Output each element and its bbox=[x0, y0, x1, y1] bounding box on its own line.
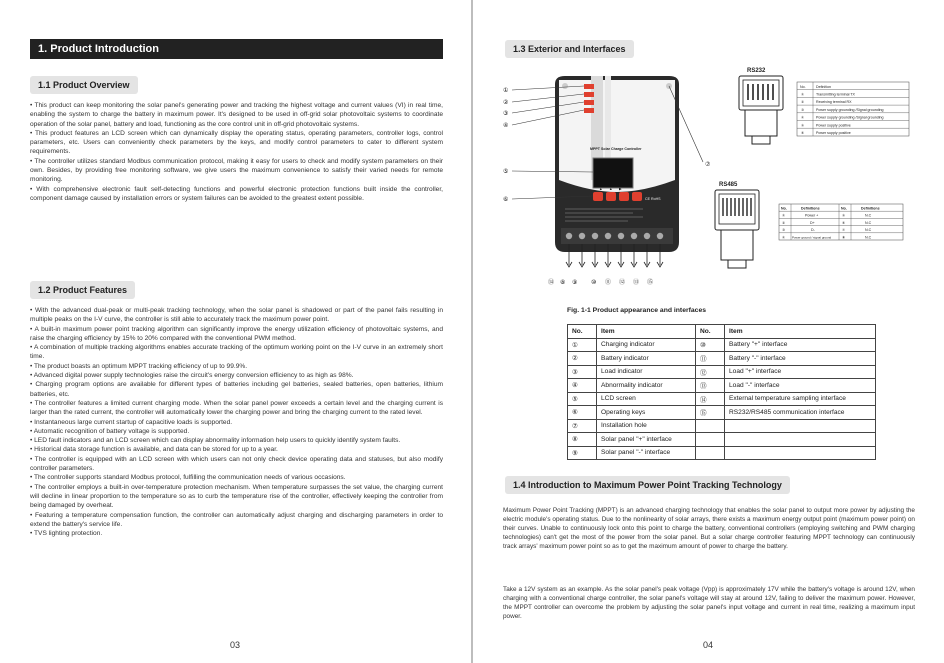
rs485-table-cell: D- bbox=[811, 228, 815, 233]
table-cell: ⑤ bbox=[568, 392, 597, 406]
features-paragraph: • With the advanced dual-peak or multi-peak tracking technology, when the solar panel is shadowed or part of the panel fails resulting in multiple peaks on the I-V curve, the controller is still able to accurately track the maximum power point. bbox=[30, 307, 443, 324]
terminal-screw bbox=[657, 233, 663, 239]
installation-hole bbox=[562, 83, 568, 89]
rs485-table-cell: ⑤ bbox=[842, 213, 846, 218]
table-row bbox=[568, 352, 876, 366]
abnormality-indicator bbox=[584, 108, 594, 113]
key-arrow: ▲ bbox=[599, 187, 603, 191]
rs485-table-cell: ③ bbox=[782, 228, 786, 233]
device-title: MPPT Solar Charge Controller bbox=[590, 147, 642, 151]
table-cell: ⑨ bbox=[568, 446, 597, 460]
rs485-table-cell: N.C bbox=[865, 228, 872, 233]
mppt-heading: 1.4 Introduction to Maximum Power Point Tracking Technology bbox=[505, 476, 790, 494]
rs485-table-cell: ④ bbox=[782, 235, 786, 240]
charging-indicator bbox=[584, 84, 594, 89]
table-cell: RS232/RS485 communication interface bbox=[725, 406, 876, 420]
callout-label: ③ bbox=[503, 110, 509, 117]
table-cell: Installation hole bbox=[597, 419, 696, 433]
terminal-screw bbox=[644, 233, 650, 239]
features-body bbox=[30, 306, 443, 538]
callout-label: ④ bbox=[503, 122, 509, 129]
table-row bbox=[568, 419, 876, 433]
lcd-screen bbox=[593, 158, 633, 188]
features-paragraph: • The product boasts an optimum MPPT tracking efficiency of up to 99.9%. bbox=[30, 362, 248, 370]
table-cell: Charging indicator bbox=[597, 338, 696, 352]
table-cell: ⑥ bbox=[568, 406, 597, 420]
features-paragraph: • Historical data storage function is available, and data can be stored for up to a year. bbox=[30, 446, 278, 454]
features-paragraph: • Instantaneous large current startup of capacitive loads is supported. bbox=[30, 418, 233, 426]
rs232-table-cell: ④ bbox=[801, 115, 805, 120]
features-paragraph: • A built-in maximum power point tracking algorithm can significantly improve the energy utilization efficiency of photovoltaic systems, and raise the charging efficiency by 15% to 20% compared with the conventional PWM method. bbox=[30, 325, 443, 342]
terminal-screw bbox=[566, 233, 572, 239]
battery-indicator bbox=[584, 92, 594, 97]
table-row bbox=[568, 433, 876, 447]
rs485-label: RS485 bbox=[719, 182, 738, 188]
features-paragraph: • Featuring a temperature compensation function, the controller can automatically adjust charging and discharging parameters in order to extend the battery's service life. bbox=[30, 511, 443, 528]
table-cell bbox=[725, 419, 876, 433]
table-row bbox=[568, 446, 876, 460]
rs485-table-cell: Definitions bbox=[801, 206, 820, 211]
callout-label: ⑪ bbox=[605, 279, 612, 286]
controller-device bbox=[555, 76, 679, 252]
exterior-heading: 1.3 Exterior and Interfaces bbox=[505, 40, 634, 58]
features-heading: 1.2 Product Features bbox=[30, 281, 135, 299]
figure-caption: Fig. 1-1 Product appearance and interfaces bbox=[567, 307, 707, 314]
page-number: 04 bbox=[703, 640, 714, 650]
features-paragraph: • Advanced digital power supply technologies raise the circuit's energy conversion efficiency to as high as 98%. bbox=[30, 372, 354, 380]
table-cell: ⑬ bbox=[696, 379, 725, 393]
rs232-table-cell: ③ bbox=[801, 107, 805, 112]
table-header: Item bbox=[597, 325, 696, 339]
table-header: No. bbox=[696, 325, 725, 339]
table-cell: ⑦ bbox=[568, 419, 597, 433]
callout-label: ⑮ bbox=[647, 279, 654, 286]
rs485-pin-table bbox=[779, 204, 903, 240]
terminal-screw bbox=[592, 233, 598, 239]
table-cell bbox=[696, 419, 725, 433]
rs232-table-cell: Transmitting terminal TX bbox=[816, 92, 855, 97]
table-row bbox=[568, 379, 876, 393]
rs232-table-cell: Power supply positive bbox=[816, 123, 851, 128]
overview-paragraph: • This product can keep monitoring the solar panel's generating power and tracking the highest voltage and current values (VI) in real time, enabling the system to charge the battery in maximum power. It's designed to be used in off-grid solar photovoltaic systems to coordinate operation of the solar panel, battery and load, functioning as the core control unit in off-grid photovoltaic systems. bbox=[30, 102, 443, 128]
rs485-table-cell: ⑧ bbox=[842, 235, 846, 240]
rs232-table-cell: ① bbox=[801, 92, 805, 97]
rs232-table-cell: Definition bbox=[816, 85, 831, 89]
rs485-connector bbox=[715, 182, 759, 268]
rs485-table-cell: ② bbox=[782, 220, 786, 225]
table-cell: ③ bbox=[568, 365, 597, 379]
operating-key[interactable] bbox=[632, 192, 642, 201]
table-cell: ④ bbox=[568, 379, 597, 393]
callout-label: ⑥ bbox=[503, 196, 509, 203]
table-cell: Solar panel "-" interface bbox=[597, 446, 696, 460]
callout-label: ① bbox=[503, 87, 509, 94]
table-cell: ② bbox=[568, 352, 597, 366]
callout-label: ⑫ bbox=[619, 279, 626, 286]
rs232-connector bbox=[739, 68, 783, 144]
operating-key[interactable] bbox=[593, 192, 603, 201]
rs232-table-cell: Power supply grounding /Signal grounding bbox=[816, 115, 884, 120]
rs485-table-cell: ① bbox=[782, 213, 786, 218]
table-cell: Load "+" interface bbox=[725, 365, 876, 379]
table-cell: ⑫ bbox=[696, 365, 725, 379]
terminal-screw bbox=[618, 233, 624, 239]
chapter-title: 1. Product Introduction bbox=[30, 39, 443, 59]
rs485-table-cell: ⑥ bbox=[842, 220, 846, 225]
features-paragraph: • A combination of multiple tracking algorithms enables accurate tracking of the optimum working point on the I-V curve in an extremely short time. bbox=[30, 344, 443, 361]
rs485-table-cell: No. bbox=[841, 206, 847, 211]
product-figure bbox=[493, 62, 933, 294]
table-header: Item bbox=[725, 325, 876, 339]
table-cell: Battery "-" interface bbox=[725, 352, 876, 366]
rs485-table-cell: Power ground / signal ground bbox=[792, 235, 832, 240]
features-paragraph: • Charging program options are available for different types of batteries including gel batteries, sealed batteries, open batteries, lithium batteries, etc. bbox=[30, 381, 443, 398]
rs485-table-cell: No. bbox=[781, 206, 787, 211]
table-cell: Abnormality indicator bbox=[597, 379, 696, 393]
rs485-table-cell: Definitions bbox=[861, 206, 880, 211]
rs232-table-cell: ⑥ bbox=[801, 131, 805, 135]
table-cell bbox=[696, 433, 725, 447]
callout-label: ⑬ bbox=[633, 279, 640, 286]
overview-paragraph: • This product features an LCD screen which can dynamically display the operating status, operating parameters, controller logs, control parameters, etc. Users can conveniently check parameters by the keys, and modify control parameters to cater to different system requirements. bbox=[30, 129, 443, 156]
callout-label: ⑩ bbox=[591, 279, 597, 286]
rs485-table-cell: N.C bbox=[865, 220, 872, 225]
table-row bbox=[568, 338, 876, 352]
table-cell: ⑧ bbox=[568, 433, 597, 447]
features-paragraph: • The controller is equipped with an LCD screen with which users can not only check device operating data and statuses, but also modify controller parameters. bbox=[30, 455, 443, 473]
load-indicator bbox=[584, 100, 594, 105]
rs232-label: RS232 bbox=[747, 68, 766, 74]
operating-key[interactable] bbox=[606, 192, 616, 201]
overview-paragraph: • With comprehensive electronic fault self-detecting functions and powerful electronic protection functions built inside the controller, component damage caused by installation errors or system failures can be avoided to the greatest extent possible. bbox=[30, 185, 443, 202]
overview-body bbox=[30, 101, 443, 203]
rs485-table-cell: Power + bbox=[805, 213, 819, 218]
rs232-table-cell: Power supply grounding /Signal grounding bbox=[816, 107, 884, 112]
table-cell: ⑪ bbox=[696, 352, 725, 366]
callout-label: ⑭ bbox=[548, 279, 555, 286]
table-cell bbox=[725, 433, 876, 447]
table-row bbox=[568, 392, 876, 406]
features-paragraph: • Automatic recognition of battery voltage is supported. bbox=[30, 427, 190, 435]
table-cell: ⑩ bbox=[696, 338, 725, 352]
table-cell: External temperature sampling interface bbox=[725, 392, 876, 406]
rs232-table-cell: ⑤ bbox=[801, 123, 805, 128]
callout-label: ⑦ bbox=[705, 161, 711, 168]
table-cell: Battery indicator bbox=[597, 352, 696, 366]
mppt-paragraph: Take a 12V system as an example. As the solar panel's peak voltage (Vpp) is approximately 17V while the battery's voltage is around 12V, when charging with a conventional charge controller, the solar panel's voltage will stay at around 12V, failing to deliver the maximum power. However, the MPPT controller can overcome the problem by adjusting the solar panel's input voltage and current in real time, realizing a maximum input power. bbox=[503, 586, 915, 620]
rs232-pin-table bbox=[797, 82, 909, 136]
left-page bbox=[0, 0, 471, 663]
table-row bbox=[568, 365, 876, 379]
terminal-screw bbox=[605, 233, 611, 239]
terminal-screw bbox=[631, 233, 637, 239]
key-arrow: ▲ bbox=[609, 187, 613, 191]
table-cell bbox=[725, 446, 876, 460]
callout-label: ⑤ bbox=[503, 168, 509, 175]
table-cell: Operating keys bbox=[597, 406, 696, 420]
ce-rohs-mark: CE RoHS bbox=[645, 197, 661, 201]
table-cell: ⑭ bbox=[696, 392, 725, 406]
items-table bbox=[567, 324, 876, 460]
table-cell: LCD screen bbox=[597, 392, 696, 406]
table-cell: ① bbox=[568, 338, 597, 352]
table-cell: Load indicator bbox=[597, 365, 696, 379]
rs232-table-cell: No. bbox=[800, 85, 806, 89]
rs485-table-cell: D+ bbox=[810, 220, 815, 225]
table-header-row bbox=[568, 325, 876, 339]
terminal-screw bbox=[579, 233, 585, 239]
table-cell bbox=[696, 446, 725, 460]
page-number: 03 bbox=[230, 640, 241, 650]
table-cell: Load "-" interface bbox=[725, 379, 876, 393]
rs485-table-cell: N.C bbox=[865, 213, 872, 218]
rs485-table-cell: N.C bbox=[865, 235, 872, 240]
table-header: No. bbox=[568, 325, 597, 339]
callout-label: ② bbox=[503, 99, 509, 106]
features-paragraph: • TVS lighting protection. bbox=[30, 530, 103, 538]
right-page bbox=[473, 0, 944, 663]
overview-paragraph: • The controller utilizes standard Modbus communication protocol, making it easy for users to check and modify system parameters on their own. Besides, by providing free monitoring software, we give users the maximum convenience to satisfy their varied needs for remote monitoring. bbox=[30, 157, 443, 184]
features-paragraph: • LED fault indicators and an LCD screen which can display abnormality information help users to quickly identify system faults. bbox=[30, 437, 401, 445]
features-paragraph: • The controller features a limited current charging mode. When the solar panel power exceeds a certain level and the charging current is larger than the rated current, the controller will automatically lower the charging power and bring the charging current to the rated level. bbox=[30, 399, 443, 417]
operating-key[interactable] bbox=[619, 192, 629, 201]
table-cell: Solar panel "+" interface bbox=[597, 433, 696, 447]
callout-label: ⑧ bbox=[560, 279, 566, 286]
mppt-paragraph: Maximum Power Point Tracking (MPPT) is an advanced charging technology that enables the solar panel to output more power by adjusting the electric module's operating status. Due to the nonlinearity of solar arrays, there exists a maximum energy output point (maximum power point) on their curves. Unable to continuously lock onto this point to charge the battery, conventional controllers (employing switching and PWM charging technologies) can't get the most of the power from the solar panel. But a solar charge controller featuring MPPT technology can continuously track arrays' maximum power point so as to get the maximum amount of power to charge the battery. bbox=[503, 507, 915, 550]
overview-heading: 1.1 Product Overview bbox=[30, 76, 138, 94]
features-paragraph: • The controller employs a built-in over-temperature protection mechanism. When temperature surpasses the set value, the charging current will decline in linear proportion to the temperature so as to curb the temperature rise of the controller, effectively keeping the controller from being damaged by overheat. bbox=[30, 483, 443, 510]
table-cell: Battery "+" interface bbox=[725, 338, 876, 352]
rs232-table-cell: Power supply positive bbox=[816, 131, 851, 135]
table-cell: ⑮ bbox=[696, 406, 725, 420]
rs485-table-cell: ⑦ bbox=[842, 228, 846, 233]
key-arrow: ▶ bbox=[619, 187, 622, 191]
rs232-table-cell: Receiving terminal RX bbox=[816, 100, 852, 105]
table-row bbox=[568, 406, 876, 420]
rs232-table-cell: ② bbox=[801, 100, 805, 105]
callout-label: ⑨ bbox=[572, 279, 578, 286]
features-paragraph: • The controller supports standard Modbus protocol, fulfilling the communication needs of various occasions. bbox=[30, 474, 346, 482]
